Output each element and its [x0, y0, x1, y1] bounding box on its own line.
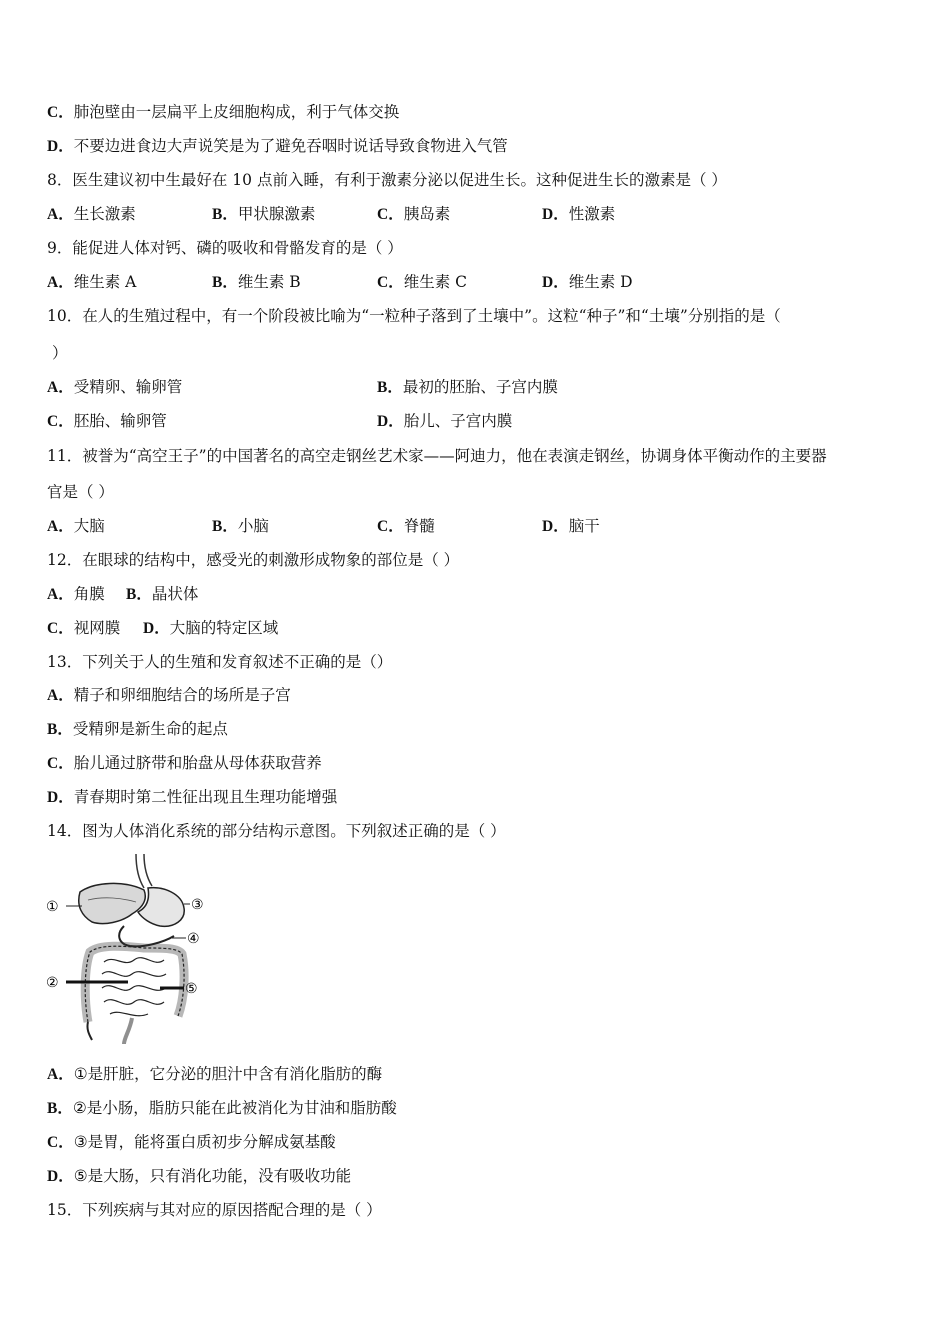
option-label: D． [377, 413, 404, 430]
q8-stem: 8．医生建议初中生最好在 10 点前入睡，有利于激素分泌以促进生长。这种促进生长的激素是（ ） [47, 171, 727, 189]
q8-option-c [377, 204, 450, 225]
option-text: 小脑 [237, 517, 269, 535]
option-label: B． [212, 518, 238, 535]
option-label: C． [47, 1134, 74, 1151]
option-label: C． [47, 620, 74, 637]
q14-option-a [47, 1064, 382, 1085]
option-text: 大脑 [73, 517, 105, 535]
diagram-label-1: ① [46, 899, 59, 915]
q11-stem-continued: 官是（ ） [47, 483, 114, 501]
q8-option-b [212, 204, 315, 225]
q15-stem: 15．下列疾病与其对应的原因搭配合理的是（ ） [47, 1201, 382, 1219]
option-label: B． [212, 274, 238, 291]
q12-option-b [126, 584, 198, 605]
option-label: B． [377, 379, 403, 396]
option-text: ⑤是大肠，只有消化功能，没有吸收功能 [73, 1167, 352, 1185]
q9-option-b [212, 272, 301, 293]
q8-option-a [47, 204, 136, 225]
option-label: D． [47, 138, 74, 155]
q10-option-c [47, 411, 167, 432]
option-text: 生长激素 [73, 205, 136, 223]
digestive-system-diagram [44, 850, 219, 1045]
option-text: 最初的胚胎、子宫内膜 [402, 378, 558, 396]
small-intestine [102, 958, 166, 1016]
q7-option-c [47, 102, 399, 123]
option-text: 胰岛素 [403, 205, 451, 223]
option-text: 维生素 A [73, 273, 137, 291]
q12-stem: 12．在眼球的结构中，感受光的刺激形成物象的部位是（ ） [47, 551, 460, 569]
option-label: A． [47, 379, 74, 396]
option-text: 肺泡壁由一层扁平上皮细胞构成，利于气体交换 [73, 103, 400, 121]
option-label: D． [542, 274, 569, 291]
option-label: A． [47, 1066, 74, 1083]
q10-stem: 10．在人的生殖过程中，有一个阶段被比喻为“一粒种子落到了土壤中”。这粒“种子”和“土壤”分别指的是（ [47, 307, 781, 325]
option-text: 大脑的特定区域 [169, 619, 279, 637]
option-text: 维生素 D [568, 273, 633, 291]
esophagus [136, 854, 152, 888]
diagram-label-2: ② [46, 975, 59, 991]
q11-option-c [377, 516, 435, 537]
liver [79, 883, 146, 923]
rectum [124, 1018, 132, 1044]
option-label: D． [47, 1168, 74, 1185]
option-label: A． [47, 518, 74, 535]
option-label: B． [47, 721, 73, 738]
option-text: 胚胎、输卵管 [73, 412, 167, 430]
option-label: D． [143, 620, 170, 637]
option-text: 晶状体 [151, 585, 199, 603]
diagram-label-5: ⑤ [185, 981, 198, 997]
option-text: 胎儿、子宫内膜 [403, 412, 513, 430]
option-label: A． [47, 206, 74, 223]
option-label: A． [47, 274, 74, 291]
option-text: ②是小肠，脂肪只能在此被消化为甘油和脂肪酸 [72, 1099, 397, 1117]
option-text: 不要边进食边大声说笑是为了避免吞咽时说话导致食物进入气管 [73, 137, 508, 155]
q14-option-c [47, 1132, 336, 1153]
option-text: 脑干 [568, 517, 600, 535]
option-label: C． [377, 206, 404, 223]
q11-option-b [212, 516, 269, 537]
q10-option-d [377, 411, 512, 432]
option-label: C． [47, 755, 74, 772]
q9-option-a [47, 272, 136, 293]
option-text: 性激素 [568, 205, 616, 223]
option-label: C． [377, 518, 404, 535]
q11-option-a [47, 516, 105, 537]
option-text: 脊髓 [403, 517, 435, 535]
q14-option-b [47, 1098, 397, 1119]
q12-option-a [47, 584, 105, 605]
diagram-label-4: ④ [187, 931, 200, 947]
option-text: 受精卵是新生命的起点 [72, 720, 228, 738]
appendix [87, 1022, 92, 1040]
option-text: 维生素 B [237, 273, 301, 291]
q13-option-b [47, 719, 228, 740]
option-text: 青春期时第二性征出现且生理功能增强 [73, 788, 338, 806]
q13-option-d [47, 787, 337, 808]
option-label: D． [542, 206, 569, 223]
option-text: 维生素 C [403, 273, 467, 291]
q9-option-c [377, 272, 467, 293]
q12-option-d [143, 618, 278, 639]
option-text: ③是胃，能将蛋白质初步分解成氨基酸 [73, 1133, 336, 1151]
option-label: B． [212, 206, 238, 223]
large-intestine [85, 946, 184, 1022]
q9-option-d [542, 272, 633, 293]
q11-stem: 11．被誉为“高空王子”的中国著名的高空走钢丝艺术家——阿迪力，他在表演走钢丝，协调身体平衡动作的主要器 [47, 447, 827, 465]
option-label: C． [47, 413, 74, 430]
option-text: ①是肝脏，它分泌的胆汁中含有消化脂肪的酶 [73, 1065, 383, 1083]
option-label: A． [47, 687, 74, 704]
option-label: C． [377, 274, 404, 291]
q14-stem: 14．图为人体消化系统的部分结构示意图。下列叙述正确的是（ ） [47, 822, 506, 840]
option-label: B． [126, 586, 152, 603]
q13-option-a [47, 685, 291, 706]
q13-option-c [47, 753, 322, 774]
q8-option-d [542, 204, 615, 225]
option-text: 胎儿通过脐带和胎盘从母体获取营养 [73, 754, 322, 772]
q10-option-b [377, 377, 558, 398]
q12-option-c [47, 618, 120, 639]
q14-option-d [47, 1166, 351, 1187]
option-label: B． [47, 1100, 73, 1117]
option-text: 角膜 [73, 585, 105, 603]
q10-stem-continued: ） [52, 344, 68, 362]
q10-option-a [47, 377, 182, 398]
option-label: D． [47, 789, 74, 806]
option-text: 甲状腺激素 [237, 205, 316, 223]
diagram-label-3: ③ [191, 897, 204, 913]
option-text: 受精卵、输卵管 [73, 378, 183, 396]
q7-option-d [47, 136, 508, 157]
option-label: C． [47, 104, 74, 121]
q9-stem: 9．能促进人体对钙、磷的吸收和骨骼发育的是（ ） [47, 239, 403, 257]
option-label: D． [542, 518, 569, 535]
option-label: A． [47, 586, 74, 603]
option-text: 精子和卵细胞结合的场所是子宫 [73, 686, 291, 704]
q13-stem: 13．下列关于人的生殖和发育叙述不正确的是（） [47, 653, 393, 671]
option-text: 视网膜 [73, 619, 121, 637]
q11-option-d [542, 516, 600, 537]
